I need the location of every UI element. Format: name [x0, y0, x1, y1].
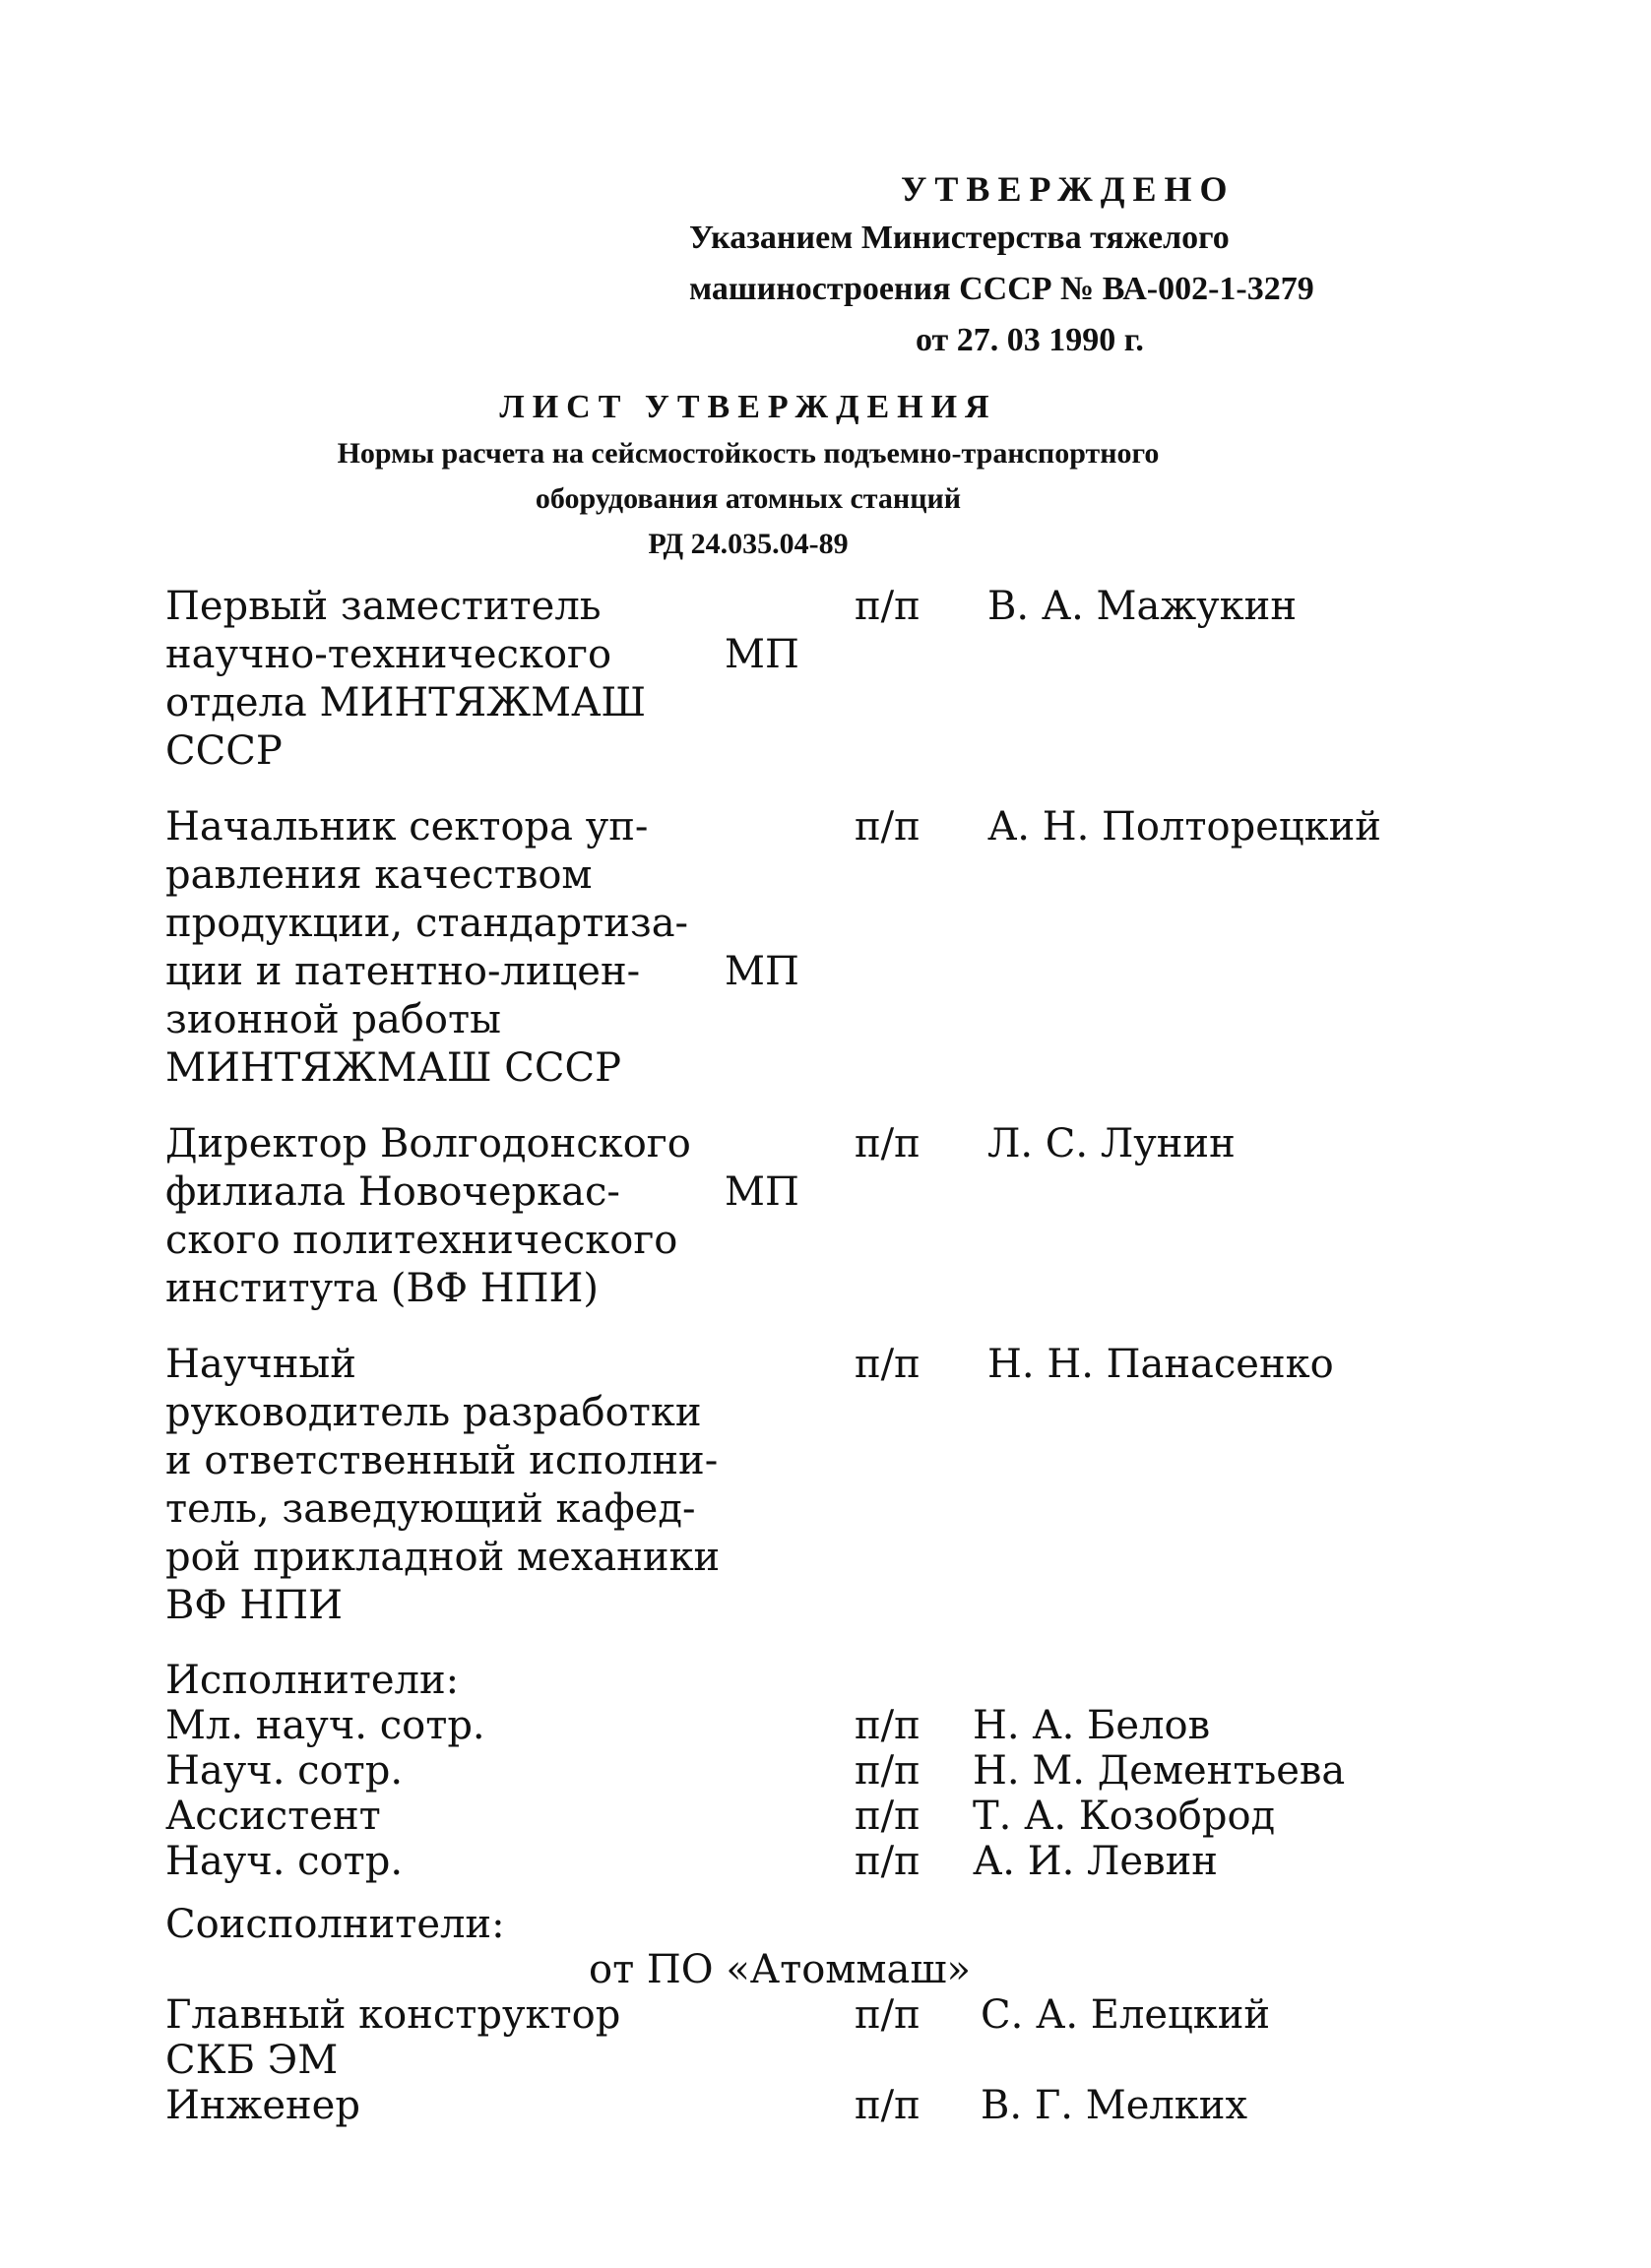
sheet-subtitle-2: оборудования атомных станций — [535, 482, 962, 515]
co-executors-section — [165, 1902, 1445, 2128]
signature-mark: п/п — [855, 584, 921, 629]
signatory-name: Н. Н. Панасенко — [987, 1342, 1334, 1387]
approval-line-2: машиностроения СССР № ВА-002-1-3279 — [689, 271, 1314, 307]
executor-position: Науч. сотр. — [165, 1839, 404, 1884]
signatory-position — [165, 583, 717, 776]
signature-mark: п/п — [855, 1992, 921, 2038]
position-line: зионной работы — [165, 997, 501, 1042]
signatory-entry — [165, 803, 1445, 1093]
approval-title: УТВЕРЖДЕНО — [901, 169, 1236, 209]
co-executor-row — [165, 1992, 1445, 2038]
signature-mark: п/п — [855, 1794, 921, 1839]
position-line: и ответственный исполни- — [165, 1438, 719, 1483]
approval-date: от 27. 03 1990 г. — [916, 322, 1144, 358]
approval-line-1: Указанием Министерства тяжелого — [689, 220, 1230, 256]
co-executor-row — [165, 2083, 1445, 2128]
signature-mark: п/п — [855, 804, 921, 850]
signature-mark: п/п — [855, 1748, 921, 1794]
position-line: ского политехнического — [165, 1218, 678, 1263]
stamp-mark: МП — [725, 632, 799, 677]
co-executor-position: СКБ ЭМ — [165, 2038, 339, 2083]
signature-mark: п/п — [855, 2083, 921, 2128]
executor-row — [165, 1748, 1445, 1794]
executor-position: Ассистент — [165, 1794, 381, 1839]
signatory-entry — [165, 1341, 1445, 1630]
position-line: отдела МИНТЯЖМАШ — [165, 680, 647, 725]
executor-position: Мл. науч. сотр. — [165, 1703, 485, 1748]
position-line: МИНТЯЖМАШ СССР — [165, 1045, 621, 1091]
signatory-position — [165, 1120, 717, 1313]
position-line: СССР — [165, 728, 283, 774]
executor-position: Науч. сотр. — [165, 1748, 404, 1794]
position-line: Начальник сектора уп- — [165, 804, 649, 850]
position-line: института (ВФ НПИ) — [165, 1266, 600, 1311]
executor-name: Т. А. Козоброд — [973, 1794, 1276, 1839]
sheet-header — [177, 384, 1319, 567]
sheet-subtitle-1: Нормы расчета на сейсмостойкость подъемно-транспортного — [337, 437, 1160, 470]
position-line: научно-технического — [165, 632, 612, 677]
document-code: РД 24.035.04-89 — [648, 528, 849, 560]
executor-name: А. И. Левин — [973, 1839, 1218, 1884]
position-line: продукции, стандартиза- — [165, 901, 689, 946]
position-line: ции и патентно-лицен- — [165, 949, 641, 994]
co-executor-name: С. А. Елецкий — [981, 1992, 1271, 2038]
position-line: тель, заведующий кафед- — [165, 1486, 696, 1532]
signature-mark: п/п — [855, 1839, 921, 1884]
co-executors-org: от ПО «Атоммаш» — [589, 1947, 972, 1992]
co-executor-name: В. Г. Мелких — [981, 2083, 1247, 2128]
signature-mark: п/п — [855, 1342, 921, 1387]
executor-name: Н. М. Дементьева — [973, 1748, 1346, 1794]
signatory-position — [165, 803, 717, 1093]
stamp-mark: МП — [725, 949, 799, 994]
executor-row — [165, 1839, 1445, 1884]
position-line: руководитель разработки — [165, 1390, 702, 1435]
signature-mark: п/п — [855, 1121, 921, 1166]
co-executor-row — [165, 2038, 1445, 2083]
position-line: равления качеством — [165, 852, 593, 898]
approval-block — [689, 165, 1437, 366]
executor-row — [165, 1794, 1445, 1839]
sheet-title: ЛИСТ УТВЕРЖДЕНИЯ — [499, 389, 997, 425]
signatory-entry — [165, 583, 1445, 776]
co-executors-label: Соисполнители: — [165, 1902, 505, 1947]
executor-name: Н. А. Белов — [973, 1703, 1211, 1748]
signature-mark: п/п — [855, 1703, 921, 1748]
executors-section — [165, 1658, 1445, 1884]
signatory-name: В. А. Мажукин — [987, 584, 1298, 629]
signatory-entry — [165, 1120, 1445, 1313]
position-line: ВФ НПИ — [165, 1583, 343, 1628]
executors-label: Исполнители: — [165, 1658, 460, 1703]
position-line: Директор Волгодонского — [165, 1121, 691, 1166]
co-executor-position: Инженер — [165, 2083, 360, 2128]
signatory-name: Л. С. Лунин — [987, 1121, 1236, 1166]
co-executor-position: Главный конструктор — [165, 1992, 621, 2038]
position-line: рой прикладной механики — [165, 1535, 721, 1580]
position-line: Первый заместитель — [165, 584, 602, 629]
signatory-roster — [165, 583, 1445, 2128]
executor-row — [165, 1703, 1445, 1748]
position-line: Научный — [165, 1342, 356, 1387]
signatory-position — [165, 1341, 721, 1630]
stamp-mark: МП — [725, 1169, 799, 1215]
position-line: филиала Новочеркас- — [165, 1169, 620, 1215]
signatory-name: А. Н. Полторецкий — [987, 804, 1381, 850]
